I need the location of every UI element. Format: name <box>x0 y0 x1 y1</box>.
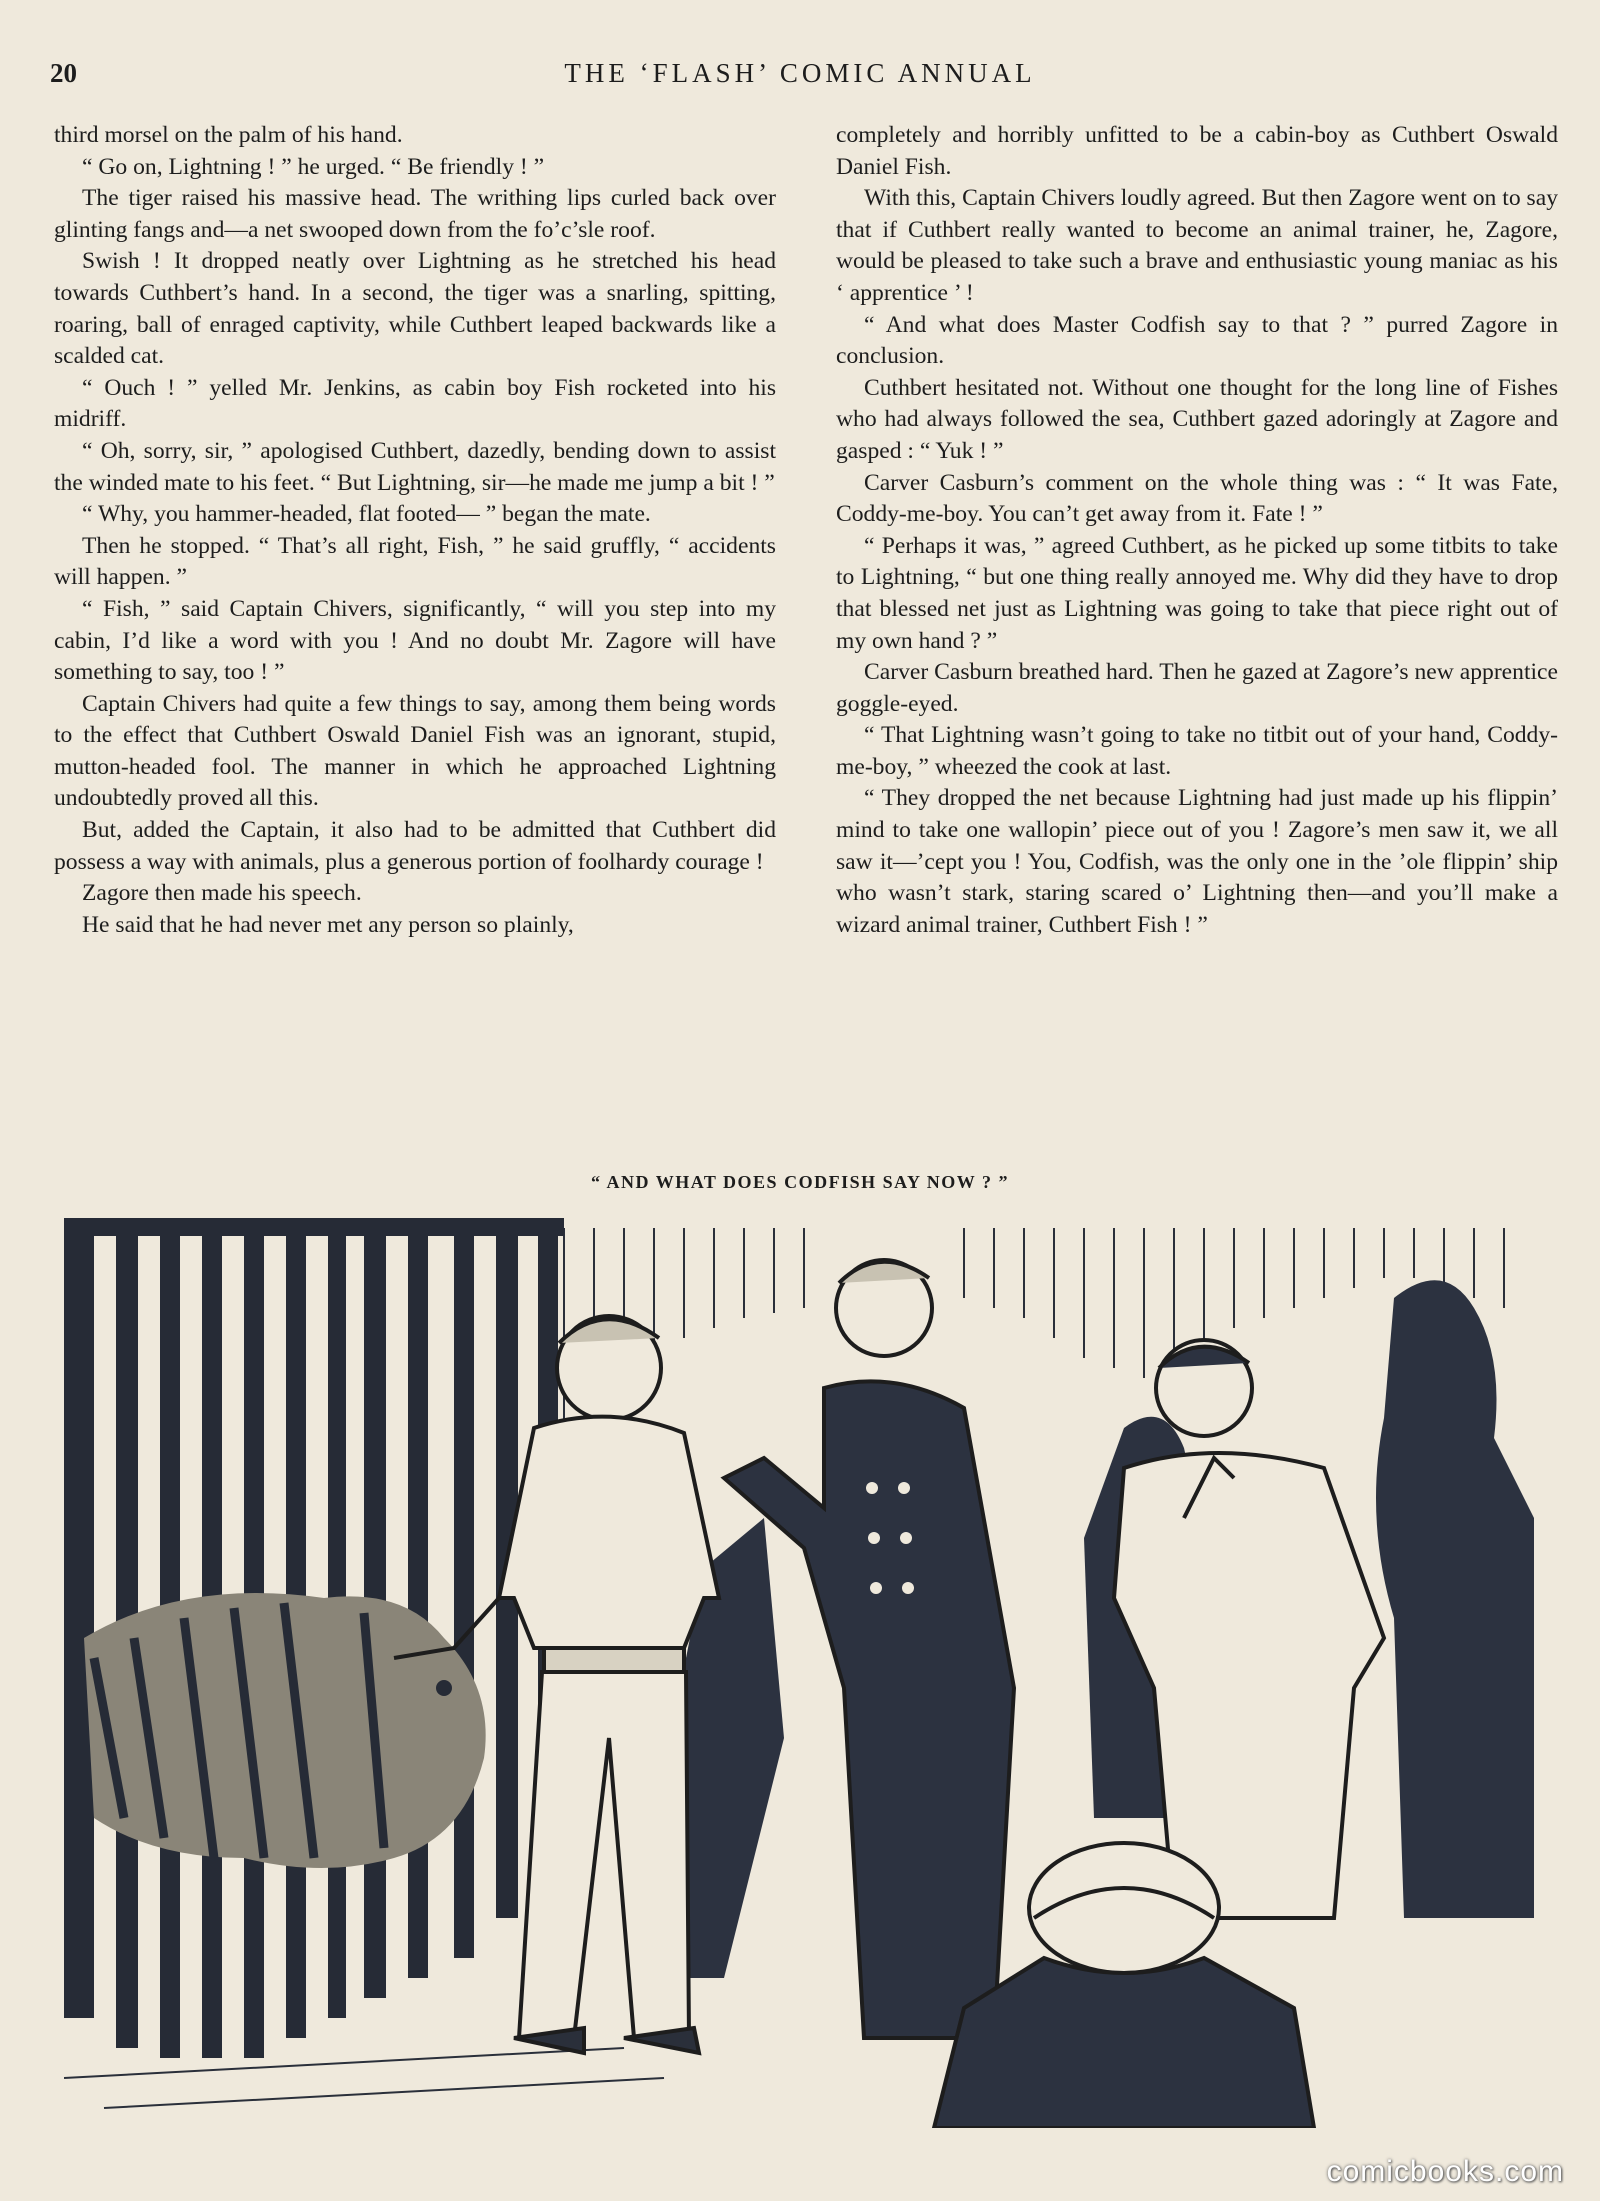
paragraph: “ And what does Master Codfish say to that ? ” purred Zagore in conclusion. <box>836 311 1558 370</box>
paragraph: Carver Casburn’s comment on the whole thing was : “ It was Fate, Coddy-me-boy. You can’t get away from it. Fate ! ” <box>836 469 1558 528</box>
paragraph: “ Perhaps it was, ” agreed Cuthbert, as he picked up some titbits to take to Lightning, “ but one thing really annoyed me. Why did they have to drop that blessed net just as Lightning was going to take that piece right out of my own hand ? ” <box>836 532 1558 654</box>
tiger <box>84 1593 486 1868</box>
comic-illustration <box>64 1218 1544 2128</box>
paragraph: Captain Chivers had quite a few things to say, among them being words to the effect that Cuthbert Oswald Daniel Fish was an ignorant, stupid, mutton-headed fool. The manner in which he approached Lightning undoubtedly proved all this. <box>54 690 776 812</box>
paragraph: “ That Lightning wasn’t going to take no titbit out of your hand, Coddy-me-boy, ” wheezed the cook at last. <box>836 722 1558 780</box>
paragraph: “ Oh, sorry, sir, ” apologised Cuthbert, dazedly, bending down to assist the winded mate to his feet. “ But Lightning, sir—he made me jump a bit ! ” <box>54 437 776 496</box>
running-title: THE ‘FLASH’ COMIC ANNUAL <box>564 58 1036 88</box>
paragraph: Then he stopped. “ That’s all right, Fish, ” he said gruffly, “ accidents will happen. ” <box>54 532 776 591</box>
paragraph: He said that he had never met any person so plainly, <box>82 911 574 938</box>
paragraph: “ They dropped the net because Lightning had just made up his flippin’ mind to take one wallopin’ piece out of you ! Zagore’s men saw it, we all saw it—’cept you ! You, Codfish, was the only one in the ’ole flippin’ ship who wasn’t stark, staring scared o’ Lightning then—and you’ll make a wizard animal trainer, Cuthbert Fish ! ” <box>836 785 1558 938</box>
paragraph: Cuthbert hesitated not. Without one thought for the long line of Fishes who had always followed the sea, Cuthbert gazed adoringly at Zagore and gasped : “ Yuk ! ” <box>836 374 1558 464</box>
paragraph: completely and horribly unfitted to be a cabin-boy as Cuthbert Oswald Daniel Fish. <box>836 122 1558 180</box>
paragraph: “ Go on, Lightning ! ” he urged. “ Be friendly ! ” <box>82 153 545 180</box>
paragraph: The tiger raised his massive head. The writhing lips curled back over glinting fangs and—a net swooped down from the fo’c’sle roof. <box>54 185 776 243</box>
page-header <box>0 58 1600 94</box>
page-number: 20 <box>50 58 77 88</box>
paragraph: third morsel on the palm of his hand. <box>54 122 403 148</box>
paragraph: But, added the Captain, it also had to be admitted that Cuthbert did possess a way with animals, plus a generous portion of foolhardy courage ! <box>54 817 776 875</box>
watermark: comicbooks.com <box>1326 2155 1564 2188</box>
right-text-column <box>836 120 1558 1130</box>
paragraph: “ Fish, ” said Captain Chivers, significantly, “ will you step into my cabin, I’d like a word with you ! And no doubt Mr. Zagore will have something to say, too ! ” <box>54 595 776 686</box>
illustration-caption: “ AND WHAT DOES CODFISH SAY NOW ? ” <box>591 1172 1009 1192</box>
paragraph: Swish ! It dropped neatly over Lightning as he stretched his head towards Cuthbert’s hand. In a second, the tiger was a snarling, spitting, roaring, ball of enraged captivity, while Cuthbert leaped backwards like a scalded cat. <box>54 248 776 370</box>
paragraph: “ Ouch ! ” yelled Mr. Jenkins, as cabin boy Fish rocketed into his midriff. <box>54 374 776 433</box>
left-text-column <box>54 120 776 1130</box>
paragraph: With this, Captain Chivers loudly agreed. But then Zagore went on to say that if Cuthbert really wanted to become an animal trainer, he, Zagore, would be pleased to take such a brave and enthusiastic young maniac as his ‘ apprentice ’ ! <box>836 185 1558 306</box>
paragraph: Carver Casburn breathed hard. Then he gazed at Zagore’s new apprentice goggle-eyed. <box>836 659 1558 717</box>
paragraph: “ Why, you hammer-headed, flat footed— ” began the mate. <box>82 501 651 528</box>
paragraph: Zagore then made his speech. <box>82 880 362 907</box>
